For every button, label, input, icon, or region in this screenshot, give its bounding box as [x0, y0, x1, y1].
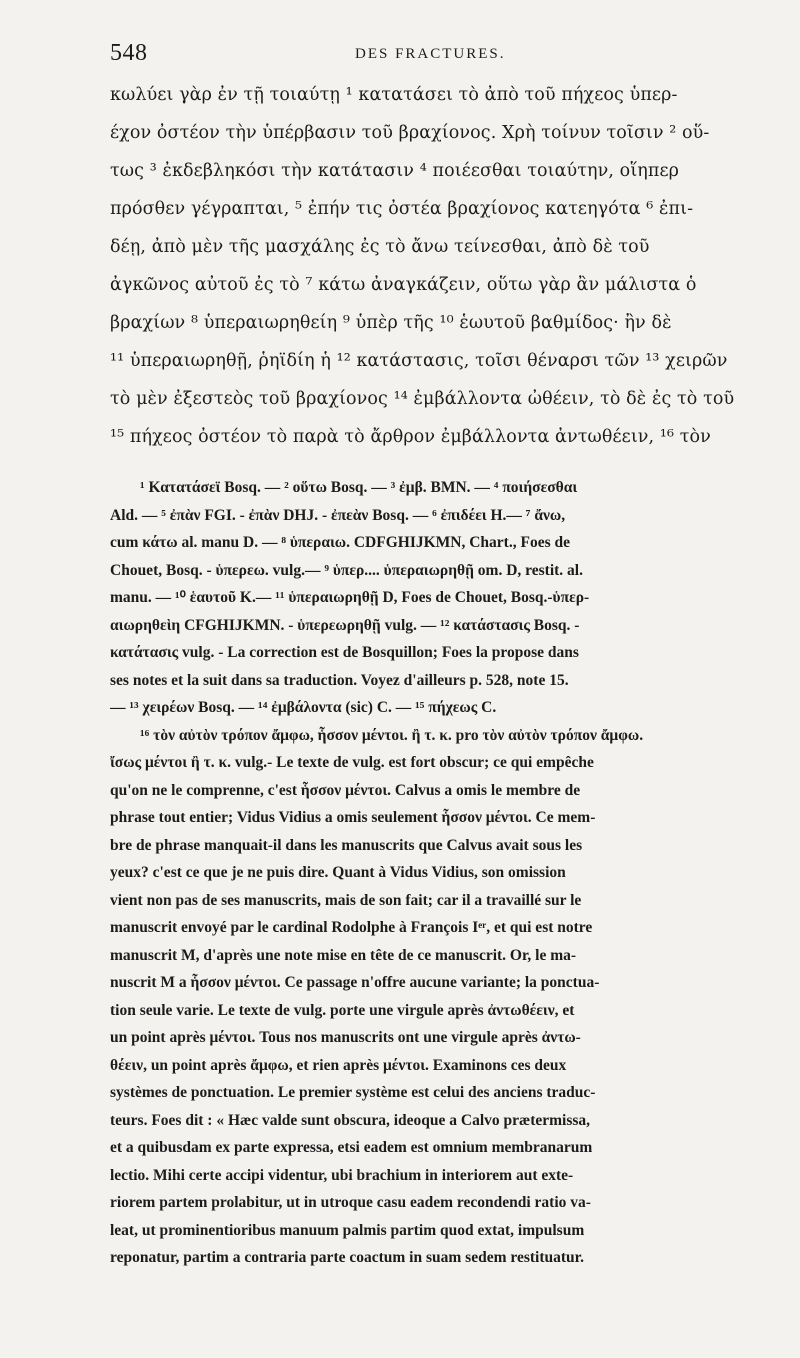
- footnote-line: κατάτασις vulg. - La correction est de Bosquillon; Foes la propose dans: [110, 644, 579, 661]
- footnote-line: θέειν, un point après ἄμφω, et rien après μέντοι. Examinons ces deux: [110, 1056, 567, 1074]
- greek-text-line: ἀγκῶνος αὐτοῦ ἐς τὸ ⁷ κάτω ἀναγκάζειν, οὕτω γὰρ ἂν μάλιστα ὁ: [110, 275, 697, 295]
- greek-text-line: ¹¹ ὑπεραιωρηθῇ, ῥηϊδίη ἡ ¹² κατάστασις, τοῖσι θέναρσι τῶν ¹³ χειρῶν: [110, 351, 728, 371]
- footnote-line: leat, ut prominentioribus manuum palmis partim quod extat, impulsum: [110, 1221, 585, 1239]
- page-number: 548: [110, 40, 148, 66]
- footnote-line: Ald. — ⁵ ἐπὰν FGI. - ἐπὰν DHJ. - ἐπεὰν Bosq. — ⁶ ἐπιδέει H.— ⁷ ἄνω,: [110, 506, 566, 524]
- footnote-line: αιωρηθεὶη CFGHIJKMN. - ὑπερεωρηθῇ vulg. — ¹² κατάστασις Bosq. -: [110, 616, 580, 634]
- footnote-line: manuscrit M, d'après une note mise en tête de ce manuscrit. Or, le ma-: [110, 946, 577, 964]
- footnote-line: bre de phrase manquait-il dans les manuscrits que Calvus avait sous les: [110, 836, 583, 854]
- footnote-line: phrase tout entier; Vidus Vidius a omis seulement ἧσσον μέντοι. Ce mem-: [110, 809, 596, 826]
- footnotes: [110, 474, 786, 1272]
- footnote-line: ses notes et la suit dans sa traduction. Voyez d'ailleurs p. 528, note 15.: [110, 671, 569, 689]
- footnote-line: manu. — ¹⁰ ἑαυτοῦ K.— ¹¹ ὑπεραιωρηθῇ D, Foes de Chouet, Bosq.-ὑπερ-: [110, 589, 590, 606]
- page-header: [110, 40, 770, 74]
- greek-text-line: έχον ὀστέον τὴν ὑπέρβασιν τοῦ βραχίονος. Χρὴ τοίνυν τοῖσιν ² οὕ-: [110, 123, 710, 143]
- footnote-line: ¹⁶ τὸν αὐτὸν τρόπον ἄμφω, ἧσσον μέντοι. ἢ τ. κ. pro τὸν αὐτὸν τρόπον ἄμφω.: [140, 726, 644, 744]
- footnote-line: ἴσως μέντοι ἢ τ. κ. vulg.- Le texte de vulg. est fort obscur; ce qui empêche: [110, 754, 594, 771]
- running-title: DES FRACTURES.: [355, 46, 506, 62]
- footnote-line: riorem partem prolabitur, ut in utroque casu eadem recondendi ratio va-: [110, 1194, 591, 1211]
- footnote-line: Chouet, Bosq. - ὑπερεω. vulg.— ⁹ ὑπερ.... ὑπεραιωρηθῇ om. D, restit. al.: [110, 561, 583, 579]
- footnote-line: teurs. Foes dit : « Hæc valde sunt obscura, ideoque a Calvo prætermissa,: [110, 1111, 591, 1129]
- footnote-line: systèmes de ponctuation. Le premier système est celui des anciens traduc-: [110, 1084, 596, 1101]
- footnote-line: — ¹³ χειρέων Bosq. — ¹⁴ ἐμβάλοντα (sic) C. — ¹⁵ πήχεως C.: [110, 699, 497, 716]
- footnote-line: nuscrit M a ἧσσον μέντοι. Ce passage n'offre aucune variante; la ponctua-: [110, 974, 600, 991]
- footnote-line: yeux? c'est ce que je ne puis dire. Quant à Vidus Vidius, son omission: [110, 864, 566, 881]
- greek-text-line: βραχίων ⁸ ὑπεραιωρηθείη ⁹ ὑπὲρ τῆς ¹⁰ ἑωυτοῦ βαθμίδος· ἢν δὲ: [110, 313, 672, 333]
- footnote-line: cum κάτω al. manu D. — ⁸ ὑπεραιω. CDFGHIJKMN, Chart., Foes de: [110, 534, 570, 551]
- footnote-line: vient non pas de ses manuscrits, mais de son fait; car il a travaillé sur le: [110, 891, 582, 909]
- greek-text-line: τὸ μὲν ἐξεστεὸς τοῦ βραχίονος ¹⁴ ἐμβάλλοντα ὠθέειν, τὸ δὲ ἐς τὸ τοῦ: [110, 389, 735, 409]
- greek-text-line: πρόσθεν γέγραπται, ⁵ ἐπήν τις ὀστέα βραχίονος κατεηγότα ⁶ ἐπι-: [110, 199, 694, 219]
- greek-text-line: κωλύει γὰρ ἐν τῇ τοιαύτῃ ¹ κατατάσει τὸ ἀπὸ τοῦ πήχεος ὑπερ-: [110, 85, 678, 105]
- greek-main-text: [110, 76, 770, 456]
- footnote-line: tion seule varie. Le texte de vulg. porte une virgule après ἀντωθέειν, et: [110, 1001, 575, 1019]
- greek-text-line: δέῃ, ἀπὸ μὲν τῆς μασχάλης ἐς τὸ ἄνω τείνεσθαι, ἀπὸ δὲ τοῦ: [110, 237, 650, 257]
- greek-text-line: τως ³ ἐκδεβληκόσι τὴν κατάτασιν ⁴ ποιέεσθαι τοιαύτην, οἵηπερ: [110, 161, 680, 181]
- footnote-line: manuscrit envoyé par le cardinal Rodolphe à François Iᵉʳ, et qui est notre: [110, 919, 593, 936]
- footnote-line: et a quibusdam ex parte expressa, etsi eadem est omnium membranarum: [110, 1139, 593, 1156]
- greek-text-line: ¹⁵ πήχεος ὀστέον τὸ παρὰ τὸ ἄρθρον ἐμβάλλοντα ἀντωθέειν, ¹⁶ τὸν: [110, 427, 711, 447]
- footnote-line: lectio. Mihi certe accipi videntur, ubi brachium in interiorem aut exte-: [110, 1166, 574, 1184]
- footnote-line: reponatur, partim a contraria parte coactum in suam sedem restituatur.: [110, 1249, 584, 1266]
- footnote-line: qu'on ne le comprenne, c'est ἧσσον μέντοι. Calvus a omis le membre de: [110, 781, 581, 799]
- footnote-line: un point après μέντοι. Tous nos manuscrits ont une virgule après ἀντω-: [110, 1029, 581, 1046]
- footnote-line: ¹ Κατατάσεϊ Bosq. — ² οὕτω Bosq. — ³ ἐμβ. BMN. — ⁴ ποιήσεσθαι: [140, 479, 578, 496]
